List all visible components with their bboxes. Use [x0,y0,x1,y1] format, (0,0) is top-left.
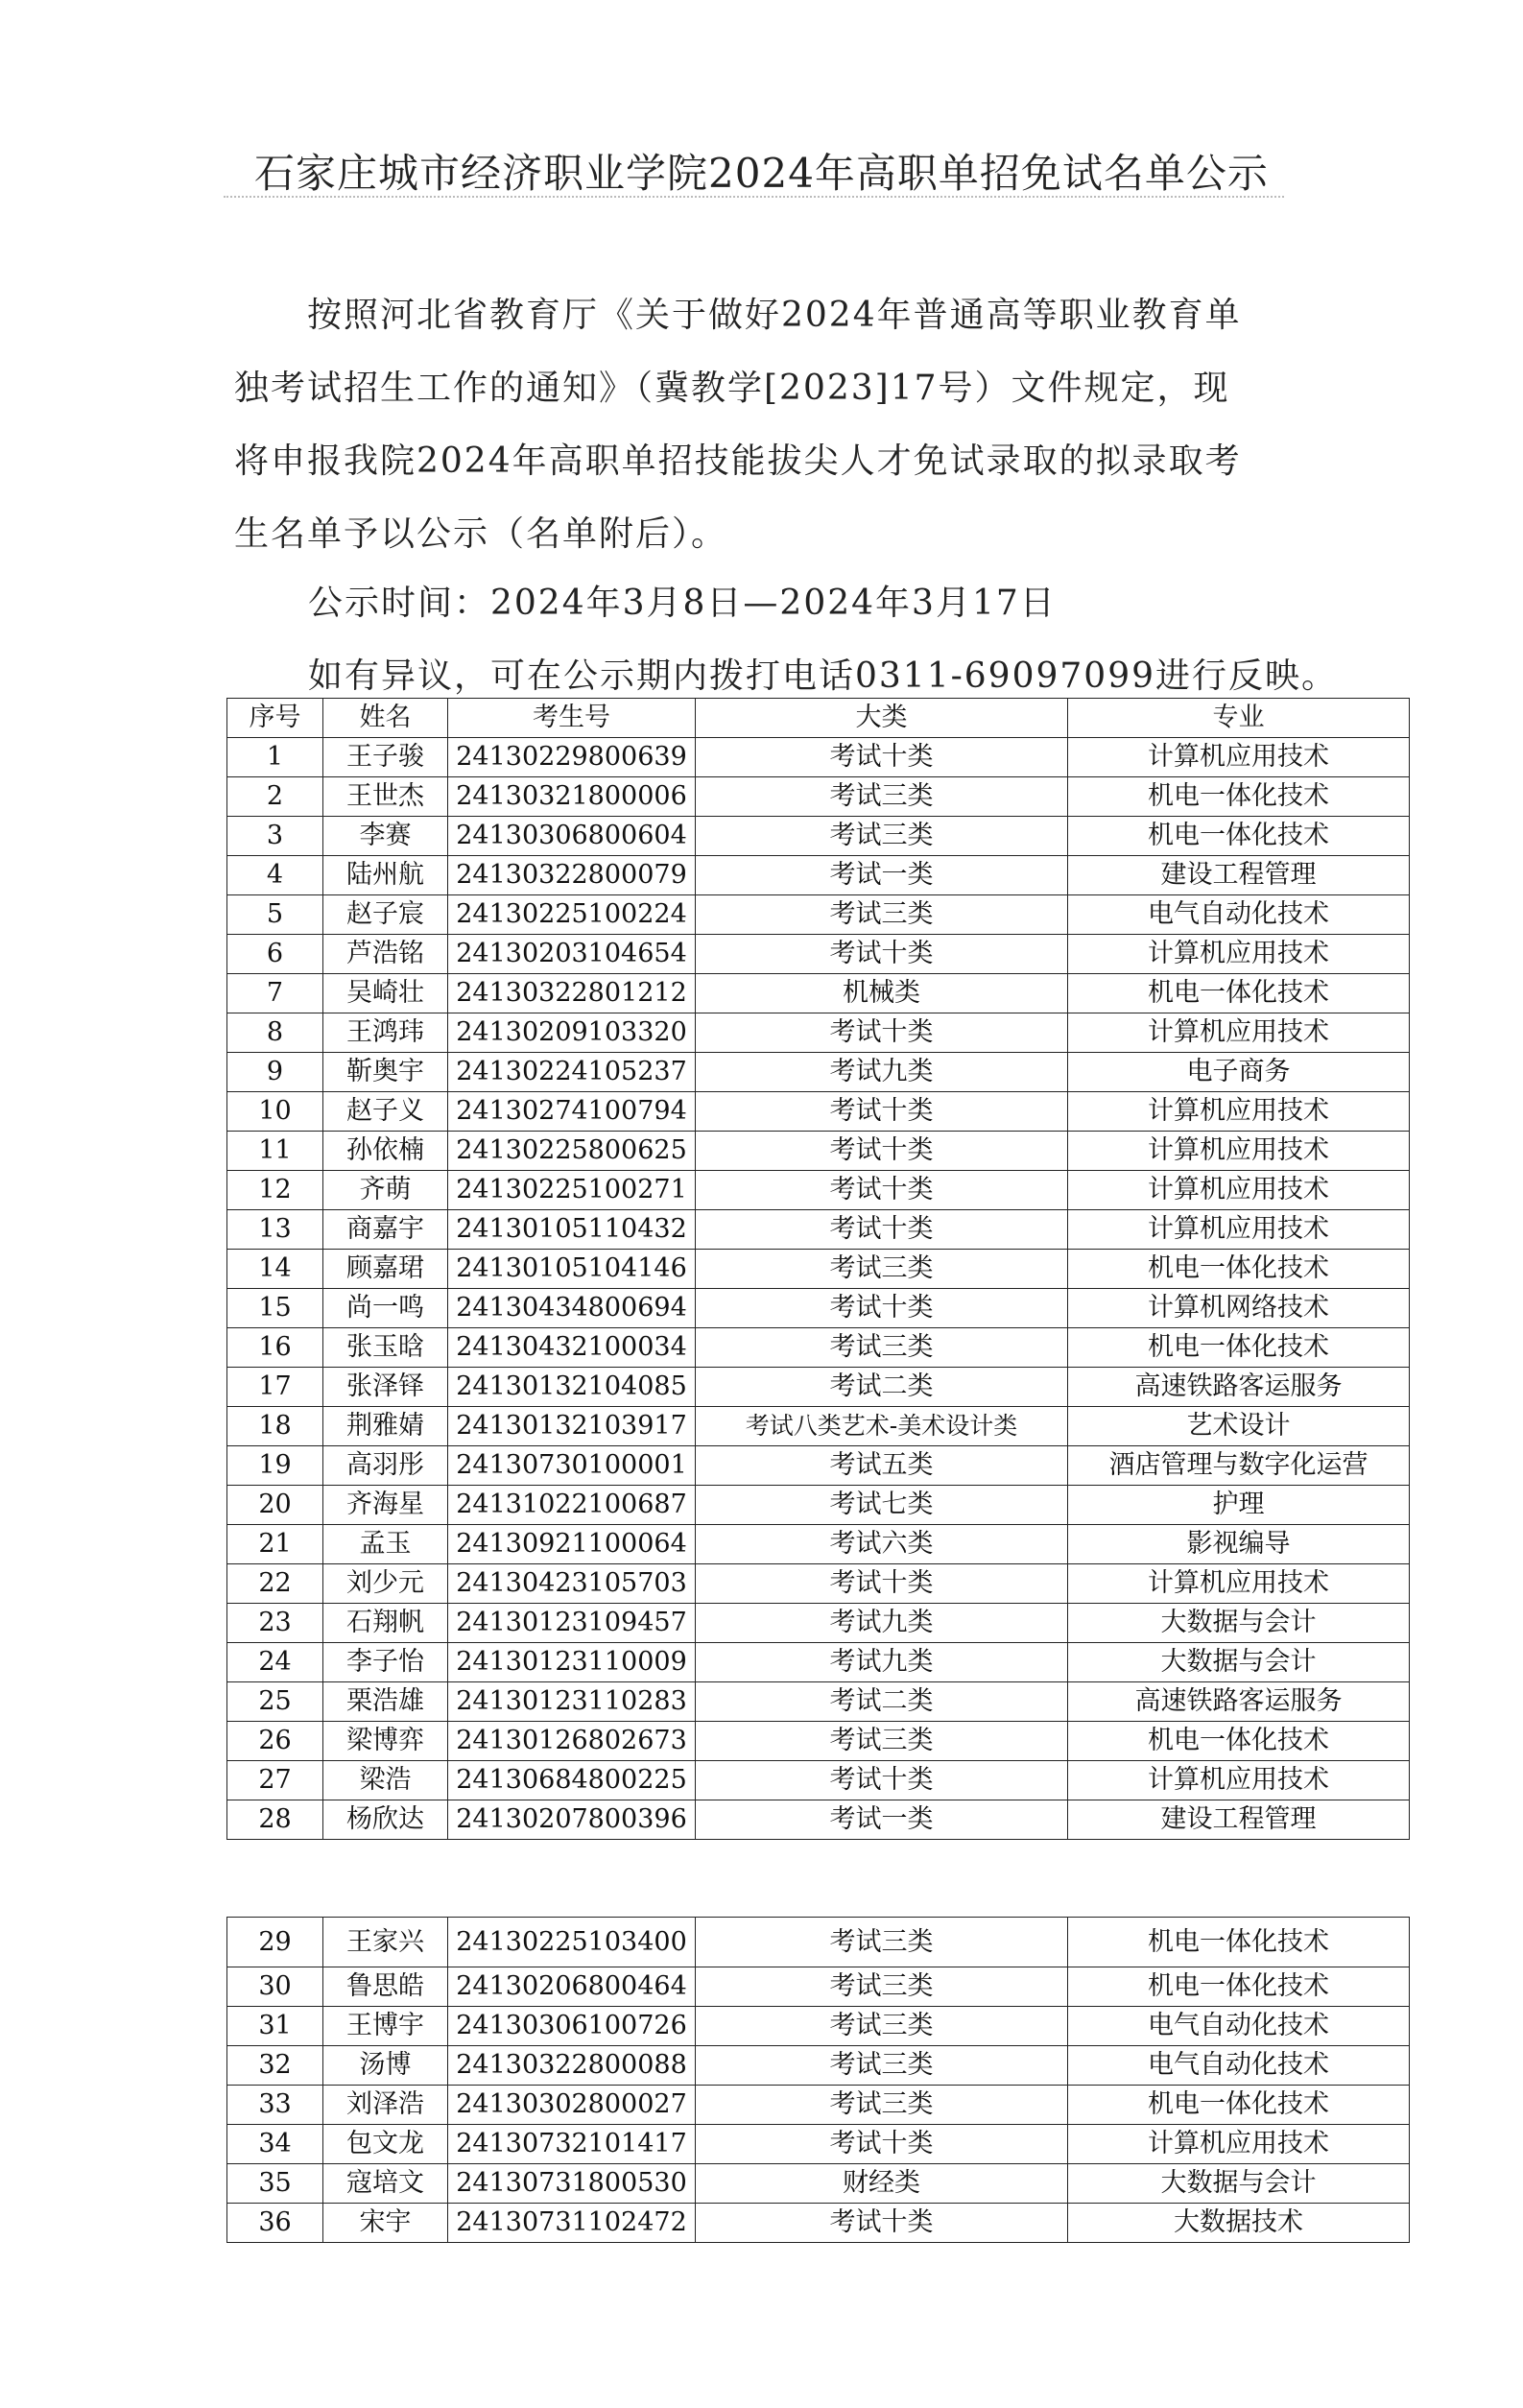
cell-major: 机电一体化技术 [1068,974,1410,1013]
cell-major: 计算机应用技术 [1068,738,1410,777]
table-row [227,1800,1410,1840]
cell-index: 9 [227,1053,323,1092]
cell-category: 考试十类 [696,2204,1068,2243]
cell-name: 孙依楠 [323,1132,448,1171]
cell-exam-id: 24130206800464 [448,1967,696,2007]
cell-major: 计算机应用技术 [1068,1171,1410,1210]
cell-category: 考试十类 [696,1171,1068,1210]
cell-category: 考试十类 [696,1092,1068,1132]
table-row [227,2204,1410,2243]
cell-exam-id: 24130207800396 [448,1800,696,1840]
cell-index: 29 [227,1918,323,1967]
cell-index: 12 [227,1171,323,1210]
cell-category: 考试八类艺术-美术设计类 [696,1407,1068,1446]
cell-index: 19 [227,1446,323,1486]
cell-index: 2 [227,777,323,817]
cell-major: 机电一体化技术 [1068,817,1410,856]
cell-name: 梁浩 [323,1761,448,1800]
cell-major: 计算机应用技术 [1068,1564,1410,1604]
cell-exam-id: 24130225100224 [448,895,696,935]
cell-name: 张泽铎 [323,1368,448,1407]
cell-index: 30 [227,1967,323,2007]
cell-exam-id: 24130306800604 [448,817,696,856]
cell-exam-id: 24130322800079 [448,856,696,895]
cell-exam-id: 24130322800088 [448,2046,696,2086]
table-row [227,1682,1410,1722]
table-row [227,1722,1410,1761]
cell-exam-id: 24130126802673 [448,1722,696,1761]
cell-major: 高速铁路客运服务 [1068,1682,1410,1722]
cell-category: 考试三类 [696,1722,1068,1761]
table-row [227,1407,1410,1446]
table-row [227,1918,1410,1967]
cell-index: 8 [227,1013,323,1053]
cell-name: 王世杰 [323,777,448,817]
cell-name: 王家兴 [323,1918,448,1967]
cell-major: 计算机应用技术 [1068,935,1410,974]
cell-name: 赵子宸 [323,895,448,935]
cell-category: 考试十类 [696,1132,1068,1171]
cell-name: 陆州航 [323,856,448,895]
cell-major: 机电一体化技术 [1068,1918,1410,1967]
cell-name: 芦浩铭 [323,935,448,974]
cell-exam-id: 24130684800225 [448,1761,696,1800]
table-row [227,1446,1410,1486]
header-name: 姓名 [323,699,448,738]
cell-category: 考试三类 [696,895,1068,935]
cell-exam-id: 24130123109457 [448,1604,696,1643]
cell-category: 考试九类 [696,1643,1068,1682]
table-row [227,1967,1410,2007]
candidate-table-part2 [226,1917,1410,2243]
intro-line: 按照河北省教育厅《关于做好2024年普通高等职业教育单 [234,296,1242,335]
table-row [227,856,1410,895]
cell-category: 考试二类 [696,1682,1068,1722]
cell-exam-id: 24130105110432 [448,1210,696,1250]
cell-major: 机电一体化技术 [1068,777,1410,817]
cell-major: 影视编导 [1068,1525,1410,1564]
cell-exam-id: 24130225103400 [448,1918,696,1967]
cell-name: 宋宇 [323,2204,448,2243]
cell-exam-id: 24130105104146 [448,1250,696,1289]
cell-index: 21 [227,1525,323,1564]
table-row [227,1250,1410,1289]
cell-category: 考试三类 [696,817,1068,856]
table-row [227,2164,1410,2204]
cell-major: 大数据技术 [1068,2204,1410,2243]
cell-major: 电气自动化技术 [1068,2007,1410,2046]
cell-index: 16 [227,1328,323,1368]
cell-exam-id: 24130123110009 [448,1643,696,1682]
cell-category: 考试十类 [696,738,1068,777]
cell-exam-id: 24130306100726 [448,2007,696,2046]
cell-index: 15 [227,1289,323,1328]
table-row [227,2086,1410,2125]
cell-category: 财经类 [696,2164,1068,2204]
cell-index: 20 [227,1486,323,1525]
cell-exam-id: 24130209103320 [448,1013,696,1053]
candidate-table-part1 [226,698,1410,1840]
cell-name: 齐萌 [323,1171,448,1210]
table-row [227,1604,1410,1643]
cell-major: 机电一体化技术 [1068,1722,1410,1761]
cell-index: 27 [227,1761,323,1800]
cell-name: 王鸿玮 [323,1013,448,1053]
cell-category: 考试一类 [696,1800,1068,1840]
cell-exam-id: 24131022100687 [448,1486,696,1525]
cell-index: 7 [227,974,323,1013]
cell-name: 齐海星 [323,1486,448,1525]
cell-name: 石翔帆 [323,1604,448,1643]
cell-category: 考试三类 [696,2086,1068,2125]
table-row [227,1053,1410,1092]
cell-major: 电气自动化技术 [1068,895,1410,935]
title-divider [224,196,1284,198]
cell-name: 荆雅婧 [323,1407,448,1446]
cell-exam-id: 24130423105703 [448,1564,696,1604]
cell-index: 10 [227,1092,323,1132]
cell-major: 计算机应用技术 [1068,2125,1410,2164]
cell-category: 考试三类 [696,2007,1068,2046]
cell-major: 大数据与会计 [1068,1604,1410,1643]
cell-index: 5 [227,895,323,935]
table-row [227,974,1410,1013]
cell-category: 考试三类 [696,1328,1068,1368]
cell-major: 机电一体化技术 [1068,1967,1410,2007]
cell-name: 王博宇 [323,2007,448,2046]
cell-name: 李赛 [323,817,448,856]
cell-exam-id: 24130225100271 [448,1171,696,1210]
cell-category: 考试十类 [696,1210,1068,1250]
header-index: 序号 [227,699,323,738]
cell-name: 寇培文 [323,2164,448,2204]
table-row [227,1564,1410,1604]
cell-name: 李子怡 [323,1643,448,1682]
cell-index: 31 [227,2007,323,2046]
cell-category: 考试九类 [696,1053,1068,1092]
cell-category: 考试三类 [696,777,1068,817]
cell-exam-id: 24130302800027 [448,2086,696,2125]
cell-major: 计算机应用技术 [1068,1132,1410,1171]
cell-major: 机电一体化技术 [1068,1250,1410,1289]
cell-name: 栗浩雄 [323,1682,448,1722]
cell-name: 靳奥宇 [323,1053,448,1092]
table-row [227,777,1410,817]
notice-period: 公示时间：2024年3月8日—2024年3月17日 [308,584,1057,623]
cell-major: 护理 [1068,1486,1410,1525]
cell-name: 顾嘉珺 [323,1250,448,1289]
cell-category: 考试十类 [696,1761,1068,1800]
cell-exam-id: 24130224105237 [448,1053,696,1092]
table-row [227,1486,1410,1525]
table-row [227,2125,1410,2164]
cell-category: 考试六类 [696,1525,1068,1564]
cell-category: 考试十类 [696,2125,1068,2164]
intro-line: 将申报我院2024年高职单招技能拔尖人才免试录取的拟录取考 [234,441,1242,481]
cell-exam-id: 24130123110283 [448,1682,696,1722]
cell-exam-id: 24130132103917 [448,1407,696,1446]
notice-contact: 如有异议，可在公示期内拨打电话0311-69097099进行反映。 [308,656,1339,696]
cell-category: 考试三类 [696,1967,1068,2007]
cell-index: 23 [227,1604,323,1643]
cell-major: 高速铁路客运服务 [1068,1368,1410,1407]
cell-name: 汤博 [323,2046,448,2086]
cell-index: 33 [227,2086,323,2125]
cell-major: 艺术设计 [1068,1407,1410,1446]
cell-exam-id: 24130274100794 [448,1092,696,1132]
cell-exam-id: 24130132104085 [448,1368,696,1407]
table-row [227,2007,1410,2046]
cell-exam-id: 24130434800694 [448,1289,696,1328]
cell-category: 考试三类 [696,1918,1068,1967]
header-major: 专业 [1068,699,1410,738]
cell-category: 考试五类 [696,1446,1068,1486]
table-row [227,935,1410,974]
cell-category: 考试三类 [696,2046,1068,2086]
cell-exam-id: 24130731102472 [448,2204,696,2243]
intro-line: 生名单予以公示（名单附后）。 [234,514,728,554]
cell-index: 4 [227,856,323,895]
cell-name: 商嘉宇 [323,1210,448,1250]
cell-major: 大数据与会计 [1068,1643,1410,1682]
table-row [227,1368,1410,1407]
cell-category: 考试十类 [696,1564,1068,1604]
table-row [227,1171,1410,1210]
table-row [227,1013,1410,1053]
table-row [227,1289,1410,1328]
table-row [227,895,1410,935]
table-header-row [227,699,1410,738]
cell-category: 考试三类 [696,1250,1068,1289]
cell-major: 电气自动化技术 [1068,2046,1410,2086]
cell-exam-id: 24130322801212 [448,974,696,1013]
cell-index: 11 [227,1132,323,1171]
header-exam-id: 考生号 [448,699,696,738]
table-row [227,817,1410,856]
cell-exam-id: 24130229800639 [448,738,696,777]
cell-index: 36 [227,2204,323,2243]
cell-name: 高羽彤 [323,1446,448,1486]
table-row [227,1761,1410,1800]
cell-name: 刘少元 [323,1564,448,1604]
cell-index: 35 [227,2164,323,2204]
cell-name: 梁博弈 [323,1722,448,1761]
table-row [227,1132,1410,1171]
cell-index: 6 [227,935,323,974]
cell-name: 杨欣达 [323,1800,448,1840]
table-row [227,1525,1410,1564]
cell-index: 34 [227,2125,323,2164]
cell-major: 计算机网络技术 [1068,1289,1410,1328]
table-row [227,1210,1410,1250]
cell-category: 考试一类 [696,856,1068,895]
cell-index: 26 [227,1722,323,1761]
cell-major: 计算机应用技术 [1068,1092,1410,1132]
cell-index: 22 [227,1564,323,1604]
cell-major: 大数据与会计 [1068,2164,1410,2204]
cell-name: 赵子义 [323,1092,448,1132]
cell-exam-id: 24130732101417 [448,2125,696,2164]
table-row [227,738,1410,777]
cell-exam-id: 24130432100034 [448,1328,696,1368]
cell-exam-id: 24130203104654 [448,935,696,974]
cell-name: 张玉晗 [323,1328,448,1368]
cell-major: 机电一体化技术 [1068,2086,1410,2125]
cell-category: 考试二类 [696,1368,1068,1407]
cell-name: 鲁思皓 [323,1967,448,2007]
table-row [227,1328,1410,1368]
document-title: 石家庄城市经济职业学院2024年高职单招免试名单公示 [254,150,1269,197]
cell-name: 吴崎壮 [323,974,448,1013]
cell-major: 计算机应用技术 [1068,1013,1410,1053]
cell-major: 计算机应用技术 [1068,1210,1410,1250]
cell-exam-id: 24130731800530 [448,2164,696,2204]
cell-major: 电子商务 [1068,1053,1410,1092]
cell-category: 考试十类 [696,1289,1068,1328]
cell-index: 24 [227,1643,323,1682]
table-row [227,2046,1410,2086]
cell-major: 建设工程管理 [1068,1800,1410,1840]
cell-name: 尚一鸣 [323,1289,448,1328]
cell-name: 王子骏 [323,738,448,777]
cell-index: 28 [227,1800,323,1840]
cell-category: 考试十类 [696,935,1068,974]
cell-exam-id: 24130321800006 [448,777,696,817]
header-category: 大类 [696,699,1068,738]
cell-category: 考试七类 [696,1486,1068,1525]
cell-exam-id: 24130730100001 [448,1446,696,1486]
cell-index: 14 [227,1250,323,1289]
cell-exam-id: 24130225800625 [448,1132,696,1171]
cell-index: 17 [227,1368,323,1407]
cell-index: 1 [227,738,323,777]
table-row [227,1643,1410,1682]
cell-major: 建设工程管理 [1068,856,1410,895]
cell-major: 酒店管理与数字化运营 [1068,1446,1410,1486]
cell-index: 18 [227,1407,323,1446]
cell-name: 孟玉 [323,1525,448,1564]
cell-name: 包文龙 [323,2125,448,2164]
table-row [227,1092,1410,1132]
cell-category: 考试十类 [696,1013,1068,1053]
intro-line: 独考试招生工作的通知》（冀教学[2023]17号）文件规定，现 [234,369,1230,408]
cell-name: 刘泽浩 [323,2086,448,2125]
cell-index: 13 [227,1210,323,1250]
cell-category: 机械类 [696,974,1068,1013]
cell-index: 3 [227,817,323,856]
cell-category: 考试九类 [696,1604,1068,1643]
cell-major: 计算机应用技术 [1068,1761,1410,1800]
cell-major: 机电一体化技术 [1068,1328,1410,1368]
cell-exam-id: 24130921100064 [448,1525,696,1564]
cell-index: 25 [227,1682,323,1722]
cell-index: 32 [227,2046,323,2086]
